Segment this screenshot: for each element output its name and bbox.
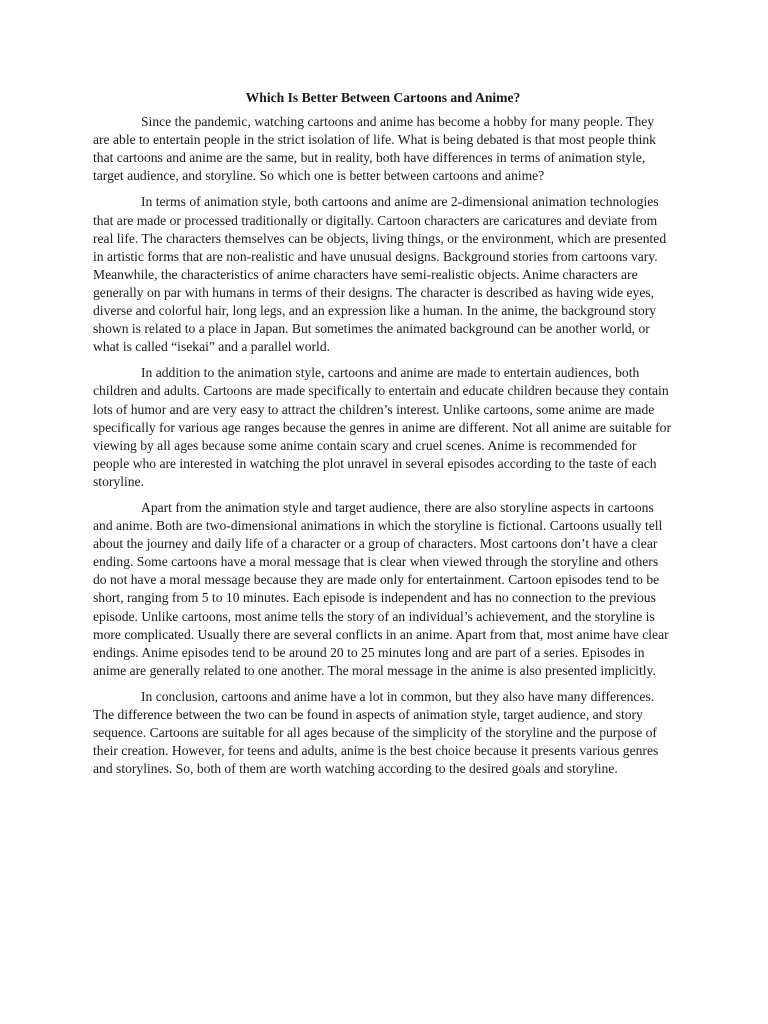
document-title: Which Is Better Between Cartoons and Anime? [245, 90, 521, 105]
paragraph-introduction: Since the pandemic, watching cartoons and anime has become a hobby for many people. They are able to entertain people in the strict isolation of life. What is being debated is that most people think that cartoons and anime are the same, but in reality, both have differences in terms of animation style, target audience, and storyline. So which one is better between cartoons and anime? [93, 114, 656, 184]
document-body [93, 89, 673, 786]
paragraph-storyline: Apart from the animation style and target audience, there are also storyline aspects in cartoons and anime. Both are two-dimensional animations in which the storyline is fictional. Cartoons usually tell about the journey and daily life of a character or a group of characters. Most cartoons don’t have a clear ending. Some cartoons have a moral message that is clear when viewed through the storyline and others do not have a moral message because they are made only for entertainment. Cartoon episodes tend to be short, ranging from 5 to 10 minutes. Each episode is independent and has no connection to the previous episode. Unlike cartoons, most anime tells the story of an individual’s achievement, and the storyline is more complicated. Usually there are several conflicts in an anime. Apart from that, most anime have clear endings. Anime episodes tend to be around 20 to 25 minutes long and are part of a series. Episodes in anime are generally related to one another. The moral message in the anime is also presented implicitly. [93, 499, 669, 678]
paragraph-target-audience: In addition to the animation style, cartoons and anime are made to entertain audiences, both children and adults. Cartoons are made specifically to entertain and educate children because they contain lots of humor and are very easy to attract the children’s interest. Unlike cartoons, some anime are made specifically for various age ranges because the genres in anime are different. Not all anime are suitable for viewing by all ages because some anime contain scary and cruel scenes. Anime is recommended for people who are interested in watching the plot unravel in several episodes according to the taste of each storyline. [93, 365, 671, 489]
paragraph-conclusion: In conclusion, cartoons and anime have a lot in common, but they also have many differences. The difference between the two can be found in aspects of animation style, target audience, and story sequence. Cartoons are suitable for all ages because of the simplicity of the storyline and the purpose of their creation. However, for teens and adults, anime is the best choice because it presents various genres and storylines. So, both of them are worth watching according to the desired goals and storyline. [93, 688, 659, 777]
paragraph-animation-style: In terms of animation style, both cartoons and anime are 2-dimensional animation technologies that are made or processed traditionally or digitally. Cartoon characters are caricatures and deviate from real life. The characters themselves can be objects, living things, or the environment, which are presented in artistic forms that are non-realistic and have unusual designs. Background stories from cartoons vary. Meanwhile, the characteristics of anime characters have semi-realistic objects. Anime characters are generally on par with humans in terms of their designs. The character is described as having wide eyes, diverse and colorful hair, long legs, and an expression like a human. In the anime, the background story shown is related to a place in Japan. But sometimes the animated background can be another world, or what is called “isekai” and a parallel world. [93, 194, 667, 355]
